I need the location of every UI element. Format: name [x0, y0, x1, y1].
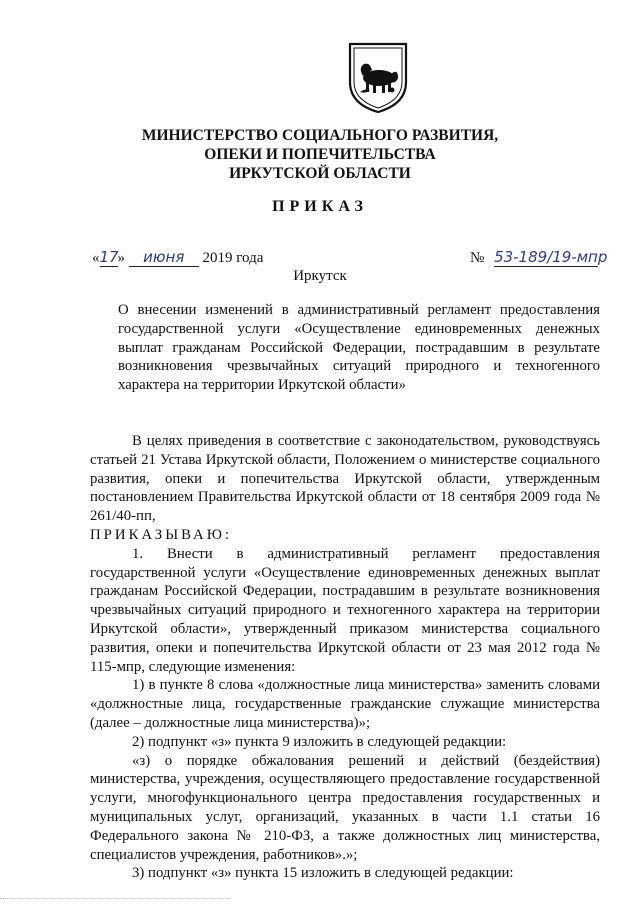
ministry-name: [120, 126, 520, 183]
ministry-line: МИНИСТЕРСТВО СОЦИАЛЬНОГО РАЗВИТИЯ,: [141, 127, 499, 144]
date-year: 2019 года: [202, 250, 264, 266]
subitem-1-paragraph: 1) в пункте 8 слова «должностные лица министерства» заменить словами «должностные лица, государственные гражданские служащие министерства (далее – должностные лица министерства)»;: [90, 677, 600, 731]
order-date: «17» июня 2019 года: [92, 248, 264, 266]
preamble-paragraph: В целях приведения в соответствие с законодательством, руководствуясь статьей 21 Устава Иркутской области, Положением о министерстве социального развития, опеки и попечительства Иркутской области, утвержденным постановлением Правительства Иркутской области от 18 сентября 2009 года № 261/40-пп,: [90, 433, 600, 525]
ministry-line: ИРКУТСКОЙ ОБЛАСТИ: [229, 165, 411, 182]
order-body: [90, 432, 600, 883]
subitem-2-text-paragraph: «з) о порядке обжалования решений и действий (бездействия) министерства, учреждения, осуществляющего предоставление государственной услуги, многофункционального центра предоставления государственных и муниципальных услуг, организаций, указанных в части 1.1 статьи 16 Федерального закона № 210-ФЗ, а также должностных лиц министерства, специалистов учреждения, работников».»;: [90, 752, 600, 863]
subitem-2-paragraph: 2) подпункт «з» пункта 9 изложить в следующей редакции:: [132, 733, 507, 750]
order-word: ПРИКАЗЫВАЮ:: [90, 526, 233, 543]
date-month: июня: [129, 248, 199, 267]
city: Иркутск: [293, 268, 347, 284]
order-subject: О внесении изменений в административный регламент предоставления государственной услуги «Осуществление единовременных денежных выплат гражданам Российской Федерации, пострадавшим в результате возникновения чрезвычайных ситуаций природного и техногенного характера на территории Иркутской области»: [118, 302, 600, 394]
irkutsk-coat-of-arms-icon: [346, 38, 410, 114]
ministry-line: ОПЕКИ И ПОПЕЧИТЕЛЬСТВА: [204, 146, 436, 163]
order-title: ПРИКАЗ: [272, 198, 368, 215]
date-day: 17: [99, 248, 119, 266]
footer-divider: [0, 898, 230, 899]
number-value: 53-189/19-мпр: [494, 248, 608, 266]
item-1-paragraph: 1. Внести в административный регламент предоставления государственной услуги «Осуществление единовременных денежных выплат гражданам Российской Федерации, пострадавшим в результате возникновения чрезвычайных ситуаций природного и техногенного характера на территории Иркутской области», утвержденный приказом министерства социального развития, опеки и попечительства Иркутской области от 23 мая 2012 года № 115-мпр, следующие изменения:: [90, 545, 600, 675]
subitem-3-paragraph: 3) подпункт «з» пункта 15 изложить в следующей редакции:: [132, 865, 514, 882]
number-sign: №: [470, 250, 485, 266]
order-number: [470, 248, 608, 267]
